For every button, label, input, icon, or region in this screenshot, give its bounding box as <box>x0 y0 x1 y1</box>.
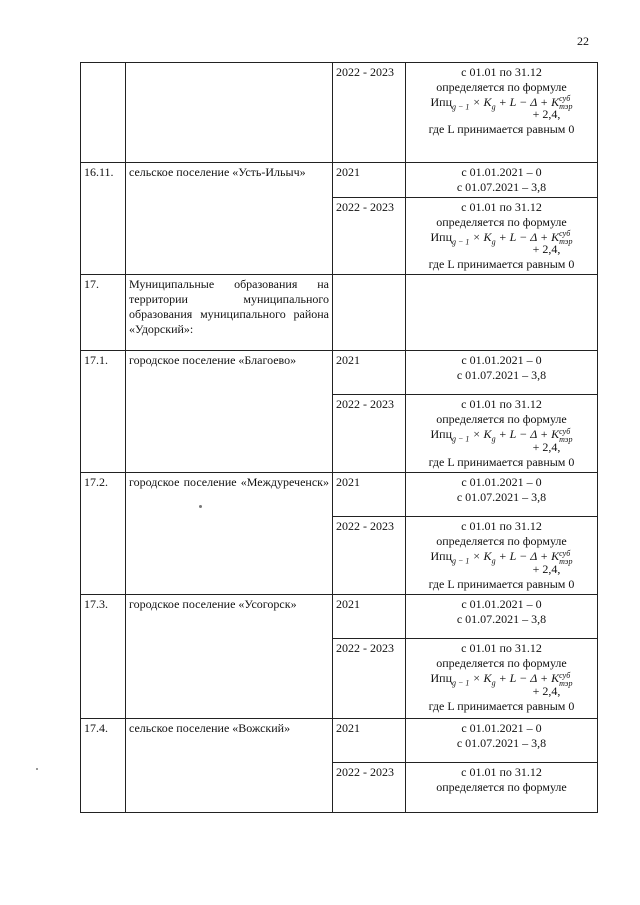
value-line: с 01.01 по 31.12 <box>461 765 542 780</box>
formula-k2: K <box>551 95 560 109</box>
formula-times: × <box>469 230 484 244</box>
row-year-cell <box>333 275 406 351</box>
tariff-table <box>80 62 598 813</box>
row-number-cell: 17.2. <box>81 473 126 595</box>
formula-subscript: тэр <box>559 102 573 112</box>
formula-times: × <box>469 95 484 109</box>
row-year-cell: 2021 <box>333 719 406 763</box>
value-line: где L принимается равным 0 <box>428 122 575 137</box>
formula-sub-g-1: g − 1 <box>452 237 470 247</box>
value-line: определяется по формуле <box>436 534 567 549</box>
formula-rest: + L − Δ + <box>495 427 552 442</box>
row-year-cell: 2022 - 2023 <box>333 517 406 595</box>
formula-sub-g-1: g − 1 <box>452 678 470 688</box>
formula-k: K <box>483 95 492 109</box>
value-line: определяется по формуле <box>436 656 567 671</box>
value-line: с 01.01.2021 – 0 <box>461 165 542 179</box>
formula-times: × <box>469 549 484 564</box>
value-line: определяется по формуле <box>436 412 567 427</box>
table-row <box>81 473 598 517</box>
row-value-cell <box>406 63 598 163</box>
scan-speck <box>199 505 202 508</box>
row-year-cell: 2022 - 2023 <box>333 395 406 473</box>
formula-prefix: Ипц <box>430 427 453 442</box>
formula-sub-g: g <box>491 434 496 444</box>
row-value-cell <box>406 517 598 595</box>
row-value-cell <box>406 275 598 351</box>
formula-supsub <box>559 428 572 444</box>
formula-tail-text: + 2,4, <box>532 683 561 698</box>
row-value-cell <box>406 351 598 395</box>
formula-k: K <box>483 671 492 686</box>
formula-sup: суб <box>559 548 571 558</box>
formula-sub-g: g <box>491 102 496 112</box>
row-name-cell: городское поселение «Благоево» <box>126 351 333 473</box>
value-line: где L принимается равным 0 <box>428 257 575 272</box>
formula-rest: + L − Δ + <box>495 230 552 244</box>
value-line: с 01.01 по 31.12 <box>461 65 542 79</box>
row-name-cell: Муниципальные образования на территории муниципального образования муниципального района «Удорский»: <box>126 275 333 351</box>
value-line: где L принимается равным 0 <box>428 698 575 713</box>
value-line: определяется по формуле <box>436 80 567 94</box>
formula-k2: K <box>551 549 560 564</box>
formula-sub-g: g <box>491 237 496 247</box>
formula-prefix: Ипц <box>430 671 453 686</box>
formula-prefix: Ипц <box>430 549 453 564</box>
formula-times: × <box>469 427 484 442</box>
value-line: с 01.07.2021 – 3,8 <box>456 368 547 383</box>
formula-tail-text: + 2,4, <box>532 107 561 122</box>
scan-speck <box>36 768 38 770</box>
value-line: с 01.01.2021 – 0 <box>461 475 542 490</box>
row-value-cell <box>406 719 598 763</box>
row-number-cell: 17.3. <box>81 595 126 719</box>
row-year-cell: 2021 <box>333 351 406 395</box>
value-line: с 01.01 по 31.12 <box>461 200 542 214</box>
row-year-cell: 2022 - 2023 <box>333 763 406 813</box>
value-line: с 01.01.2021 – 0 <box>461 721 542 736</box>
row-value-cell <box>406 198 598 275</box>
row-value-cell <box>406 163 598 198</box>
formula-prefix: Ипц <box>430 95 453 109</box>
value-line: с 01.07.2021 – 3,8 <box>456 490 547 505</box>
formula-rest: + L − Δ + <box>495 549 552 564</box>
row-name-cell: городское поселение «Междуреченск» <box>126 473 333 595</box>
formula-sup: суб <box>559 94 571 104</box>
row-number-cell <box>81 63 126 163</box>
value-line: с 01.01.2021 – 0 <box>461 353 542 368</box>
row-year-cell: 2022 - 2023 <box>333 63 406 163</box>
formula-prefix: Ипц <box>430 230 453 244</box>
row-value-cell <box>406 639 598 719</box>
formula-supsub <box>559 550 572 566</box>
row-year-cell: 2021 <box>333 163 406 198</box>
value-line: с 01.07.2021 – 3,8 <box>456 612 547 627</box>
formula-tail-text: + 2,4, <box>532 439 561 454</box>
value-line: с 01.07.2021 – 3,8 <box>456 180 547 194</box>
row-name-cell: сельское поселение «Вожский» <box>126 719 333 813</box>
value-line: где L принимается равным 0 <box>428 454 575 469</box>
row-value-cell <box>406 595 598 639</box>
row-year-cell: 2022 - 2023 <box>333 639 406 719</box>
formula-sub-g-1: g − 1 <box>452 102 470 112</box>
value-line: с 01.01 по 31.12 <box>461 397 542 412</box>
formula-sub-g: g <box>491 556 496 566</box>
value-line: с 01.01 по 31.12 <box>461 641 542 656</box>
formula-supsub <box>559 672 572 688</box>
value-line: определяется по формуле <box>436 780 567 795</box>
value-line: с 01.01.2021 – 0 <box>461 597 542 612</box>
formula-subscript: тэр <box>559 434 573 444</box>
row-year-cell: 2021 <box>333 595 406 639</box>
row-year-cell: 2021 <box>333 473 406 517</box>
formula-sub-g: g <box>491 678 496 688</box>
formula-k2: K <box>551 671 560 686</box>
value-line: определяется по формуле <box>436 215 567 229</box>
formula-sup: суб <box>559 426 571 436</box>
formula-supsub <box>559 230 572 246</box>
table-row <box>81 163 598 198</box>
row-number-cell: 16.11. <box>81 163 126 275</box>
formula-k: K <box>483 549 492 564</box>
formula-sup: суб <box>559 670 571 680</box>
formula-subscript: тэр <box>559 237 573 247</box>
table-body <box>81 63 598 813</box>
formula-tail-text: + 2,4, <box>532 561 561 576</box>
formula-sup: суб <box>559 229 571 239</box>
formula-k2: K <box>551 230 560 244</box>
value-line: с 01.07.2021 – 3,8 <box>456 736 547 751</box>
row-year-cell: 2022 - 2023 <box>333 198 406 275</box>
table-row <box>81 351 598 395</box>
formula-tail-text: + 2,4, <box>532 242 561 257</box>
formula-subscript: тэр <box>559 678 573 688</box>
formula-sub-g-1: g − 1 <box>452 556 470 566</box>
row-number-cell: 17. <box>81 275 126 351</box>
page-number: 22 <box>577 34 589 48</box>
row-value-cell <box>406 395 598 473</box>
formula-sub-g-1: g − 1 <box>452 434 470 444</box>
row-value-cell <box>406 473 598 517</box>
table-row <box>81 719 598 763</box>
row-name-cell: сельское поселение «Усть-Ильыч» <box>126 163 333 275</box>
formula-k: K <box>483 427 492 442</box>
row-value-cell <box>406 763 598 813</box>
row-number-cell: 17.1. <box>81 351 126 473</box>
table-row <box>81 63 598 163</box>
row-number-cell: 17.4. <box>81 719 126 813</box>
table-row <box>81 595 598 639</box>
formula-subscript: тэр <box>559 556 573 566</box>
table-row <box>81 275 598 351</box>
formula-rest: + L − Δ + <box>495 95 552 109</box>
row-name-cell: городское поселение «Усогорск» <box>126 595 333 719</box>
value-line: с 01.01 по 31.12 <box>461 519 542 534</box>
value-line: где L принимается равным 0 <box>428 576 575 591</box>
formula-k: K <box>483 230 492 244</box>
formula-times: × <box>469 671 484 686</box>
formula-supsub <box>559 95 572 111</box>
formula-rest: + L − Δ + <box>495 671 552 686</box>
row-name-cell <box>126 63 333 163</box>
formula-k2: K <box>551 427 560 442</box>
